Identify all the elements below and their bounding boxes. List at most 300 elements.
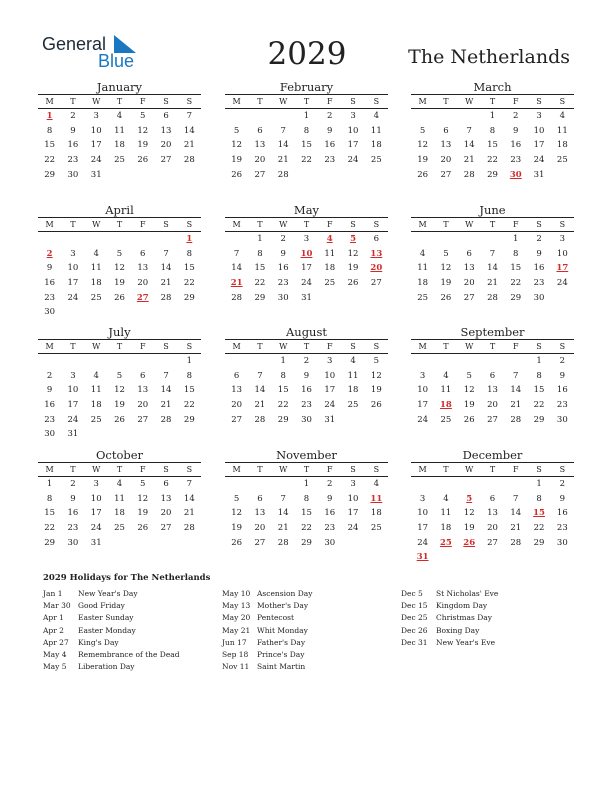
- empty-day-cell: [458, 477, 481, 492]
- holiday-day-cell: 5: [350, 234, 356, 244]
- day-cell: 13: [137, 385, 149, 396]
- day-cell: 19: [347, 263, 359, 274]
- week-row: [38, 276, 201, 291]
- month-february: [225, 80, 388, 182]
- holiday-day-cell: 5: [466, 493, 473, 504]
- day-cell: 25: [347, 400, 359, 411]
- weekday-label: W: [92, 342, 101, 351]
- holiday-date: Jan 1: [43, 589, 63, 598]
- empty-day-cell: [434, 550, 457, 565]
- weekday-header: [225, 340, 388, 354]
- day-cell: 8: [513, 248, 519, 259]
- day-cell: 16: [67, 140, 79, 151]
- day-cell: 23: [533, 278, 545, 289]
- week-row: [38, 398, 201, 413]
- day-cell: 23: [67, 523, 79, 534]
- day-cell: 3: [93, 479, 99, 489]
- holiday-date: Mar 30: [43, 601, 71, 611]
- day-cell: 31: [301, 292, 312, 303]
- day-cell: 13: [160, 125, 172, 136]
- weekday-label: M: [45, 220, 54, 229]
- weekday-label: F: [326, 97, 333, 106]
- day-cell: 6: [443, 125, 449, 136]
- empty-day-cell: [458, 354, 481, 369]
- day-cell: 5: [419, 125, 426, 136]
- week-row: [225, 291, 388, 306]
- holiday-date: May 10: [222, 589, 251, 598]
- weekday-label: S: [536, 342, 542, 351]
- holiday-date: Dec 5: [401, 589, 423, 598]
- holiday-item: [43, 612, 180, 624]
- week-row: [38, 124, 201, 139]
- weekday-label: W: [465, 220, 474, 229]
- day-cell: 27: [231, 414, 243, 425]
- week-row: [411, 492, 574, 507]
- empty-day-cell: [154, 232, 177, 247]
- weekday-label: S: [186, 97, 193, 106]
- week-row: [225, 369, 388, 384]
- day-cell: 13: [231, 385, 243, 396]
- empty-day-cell: [504, 550, 527, 565]
- empty-day-cell: [108, 232, 131, 247]
- weekday-label: M: [45, 465, 54, 474]
- holiday-day-cell: 1: [46, 111, 53, 121]
- empty-day-cell: [154, 354, 177, 369]
- day-cell: 17: [90, 508, 102, 519]
- day-cell: 7: [186, 479, 193, 489]
- holiday-day-cell: 31: [416, 552, 429, 563]
- weekday-header: [411, 463, 574, 477]
- day-cell: 12: [137, 125, 149, 136]
- weekday-label: F: [139, 220, 146, 229]
- weekday-label: S: [186, 342, 193, 351]
- day-cell: 10: [533, 125, 545, 136]
- day-cell: 5: [466, 370, 472, 381]
- empty-day-cell: [61, 232, 84, 247]
- day-cell: 27: [440, 169, 452, 180]
- week-row: [38, 291, 201, 306]
- day-cell: 27: [463, 292, 475, 303]
- day-cell: 13: [254, 508, 266, 519]
- weekday-label: T: [257, 220, 263, 229]
- weekday-label: S: [559, 342, 566, 351]
- day-cell: 30: [44, 429, 56, 440]
- day-cell: 27: [487, 414, 498, 425]
- week-row: [225, 521, 388, 536]
- day-cell: 10: [417, 508, 429, 519]
- day-cell: 19: [114, 278, 125, 289]
- weekday-label: S: [373, 220, 380, 229]
- week-row: [38, 427, 201, 442]
- holiday-name: Ascension Day: [257, 589, 313, 598]
- weekday-label: W: [279, 342, 288, 351]
- day-cell: 31: [324, 414, 336, 425]
- day-cell: 29: [183, 292, 195, 303]
- day-cell: 16: [44, 400, 56, 411]
- day-cell: 21: [277, 155, 289, 166]
- day-cell: 28: [183, 155, 195, 166]
- holiday-name: Easter Monday: [78, 625, 136, 635]
- week-row: [411, 398, 574, 413]
- weekday-label: S: [536, 465, 542, 474]
- day-cell: 9: [280, 248, 286, 259]
- month-title: January: [96, 80, 143, 94]
- weekday-label: S: [186, 220, 193, 229]
- day-cell: 19: [440, 278, 452, 289]
- weekday-label: W: [92, 97, 101, 106]
- weekday-label: W: [465, 465, 474, 474]
- day-cell: 13: [487, 508, 498, 519]
- day-cell: 4: [93, 370, 99, 381]
- weekday-label: M: [418, 465, 427, 474]
- weekday-label: M: [45, 97, 54, 106]
- day-cell: 4: [443, 370, 449, 381]
- day-cell: 17: [417, 400, 429, 411]
- week-row: [38, 536, 201, 551]
- day-cell: 22: [533, 400, 545, 411]
- month-march: [411, 80, 574, 182]
- day-cell: 26: [231, 537, 243, 548]
- empty-day-cell: [131, 232, 154, 247]
- holiday-item: [222, 612, 312, 624]
- holiday-name: Christmas Day: [436, 613, 492, 623]
- holiday-name: King's Day: [78, 637, 119, 647]
- week-row: [225, 398, 388, 413]
- day-cell: 16: [510, 140, 522, 151]
- empty-day-cell: [434, 232, 457, 247]
- day-cell: 29: [44, 537, 56, 548]
- day-cell: 5: [443, 248, 449, 259]
- holiday-name: Saint Martin: [257, 662, 306, 672]
- day-cell: 19: [463, 523, 475, 534]
- day-cell: 15: [533, 385, 545, 396]
- empty-day-cell: [318, 291, 341, 306]
- brand-logo: [42, 34, 142, 74]
- weekday-label: T: [70, 97, 76, 106]
- day-cell: 16: [301, 385, 312, 396]
- holiday-item: [43, 625, 180, 637]
- empty-day-cell: [527, 550, 550, 565]
- weekday-label: S: [350, 342, 356, 351]
- day-cell: 2: [559, 356, 566, 366]
- day-cell: 20: [231, 400, 243, 411]
- weekday-label: T: [116, 465, 123, 474]
- week-row: [225, 261, 388, 276]
- week-row: [38, 153, 201, 168]
- weekday-label: W: [279, 97, 288, 106]
- day-cell: 11: [324, 248, 336, 259]
- day-cell: 10: [67, 263, 79, 274]
- day-cell: 8: [186, 370, 193, 381]
- day-cell: 1: [303, 111, 310, 121]
- day-cell: 12: [463, 508, 475, 519]
- day-cell: 25: [556, 155, 568, 166]
- weekday-label: W: [465, 342, 474, 351]
- day-cell: 3: [70, 370, 76, 381]
- weekday-header: [411, 340, 574, 354]
- day-cell: 26: [347, 278, 359, 289]
- empty-day-cell: [85, 354, 108, 369]
- day-cell: 28: [277, 537, 289, 548]
- month-may: [225, 203, 388, 305]
- week-row: [38, 354, 201, 369]
- day-cell: 26: [417, 169, 429, 180]
- holiday-item: [43, 637, 180, 649]
- day-cell: 31: [90, 537, 102, 548]
- weekday-label: T: [489, 465, 496, 474]
- holiday-date: May 21: [222, 625, 251, 635]
- day-cell: 18: [556, 140, 568, 151]
- week-row: [225, 109, 388, 124]
- day-cell: 24: [90, 155, 102, 166]
- empty-day-cell: [108, 536, 131, 551]
- day-cell: 3: [536, 111, 542, 121]
- day-cell: 18: [440, 523, 452, 534]
- day-cell: 15: [44, 508, 56, 519]
- weekday-label: T: [303, 97, 310, 106]
- holiday-date: Apr 1: [43, 613, 64, 623]
- day-cell: 22: [533, 523, 545, 534]
- holiday-day-cell: 17: [556, 263, 569, 274]
- holiday-item: [222, 625, 312, 637]
- day-cell: 14: [160, 385, 172, 396]
- day-cell: 28: [510, 414, 522, 425]
- weekday-label: W: [279, 465, 288, 474]
- day-cell: 25: [417, 292, 429, 303]
- logo-text-general: General: [42, 34, 107, 54]
- week-row: [225, 247, 388, 262]
- day-cell: 24: [90, 523, 102, 534]
- weekday-label: S: [163, 465, 169, 474]
- month-november: [225, 448, 388, 550]
- day-cell: 23: [556, 400, 568, 411]
- week-row: [225, 506, 388, 521]
- day-cell: 12: [231, 140, 243, 151]
- weekday-label: W: [92, 220, 101, 229]
- day-cell: 18: [347, 385, 359, 396]
- empty-day-cell: [551, 168, 574, 183]
- holiday-item: [222, 588, 312, 600]
- day-cell: 6: [163, 479, 169, 489]
- week-row: [38, 305, 201, 320]
- day-cell: 24: [347, 155, 359, 166]
- empty-day-cell: [551, 291, 574, 306]
- calendar-year: 2029: [267, 36, 347, 72]
- month-title: June: [479, 203, 506, 217]
- day-cell: 9: [559, 370, 566, 381]
- week-row: [411, 124, 574, 139]
- empty-day-cell: [131, 427, 154, 442]
- day-cell: 17: [533, 140, 545, 151]
- day-cell: 16: [556, 508, 568, 519]
- weekday-label: T: [443, 220, 449, 229]
- holiday-date: Apr 2: [43, 625, 64, 635]
- day-cell: 5: [116, 370, 123, 381]
- holiday-name: Remembrance of the Dead: [78, 649, 180, 659]
- month-december: [411, 448, 574, 565]
- empty-day-cell: [411, 232, 434, 247]
- month-title: May: [293, 203, 320, 217]
- month-title: February: [279, 80, 334, 94]
- empty-day-cell: [551, 550, 574, 565]
- week-row: [38, 477, 201, 492]
- holiday-day-cell: 21: [230, 278, 243, 289]
- day-cell: 22: [254, 278, 266, 289]
- day-cell: 16: [556, 385, 568, 396]
- holiday-date: May 5: [43, 662, 67, 672]
- day-cell: 18: [417, 278, 429, 289]
- day-cell: 8: [536, 370, 542, 381]
- empty-day-cell: [108, 305, 131, 320]
- day-cell: 9: [536, 248, 542, 259]
- day-cell: 22: [183, 278, 195, 289]
- day-cell: 2: [280, 234, 286, 244]
- day-cell: 30: [324, 537, 336, 548]
- empty-day-cell: [131, 354, 154, 369]
- holiday-day-cell: 4: [326, 234, 333, 244]
- empty-day-cell: [131, 536, 154, 551]
- empty-day-cell: [225, 109, 248, 124]
- weekday-label: T: [257, 342, 263, 351]
- day-cell: 20: [160, 140, 172, 151]
- day-cell: 8: [536, 493, 542, 504]
- day-cell: 11: [417, 263, 429, 274]
- week-row: [411, 109, 574, 124]
- week-row: [411, 383, 574, 398]
- holiday-item: [43, 649, 180, 661]
- empty-day-cell: [225, 477, 248, 492]
- day-cell: 22: [487, 155, 498, 166]
- day-cell: 26: [137, 155, 149, 166]
- day-cell: 29: [533, 537, 545, 548]
- day-cell: 22: [301, 523, 312, 534]
- week-row: [411, 153, 574, 168]
- holiday-name: New Year's Day: [78, 589, 138, 598]
- empty-day-cell: [365, 536, 388, 551]
- weekday-label: W: [279, 220, 288, 229]
- day-cell: 12: [347, 248, 359, 259]
- weekday-label: S: [350, 97, 356, 106]
- day-cell: 6: [489, 370, 496, 381]
- day-cell: 24: [533, 155, 545, 166]
- holiday-item: [401, 612, 498, 624]
- day-cell: 28: [231, 292, 243, 303]
- day-cell: 7: [186, 111, 193, 121]
- day-cell: 7: [466, 125, 472, 136]
- day-cell: 5: [233, 493, 240, 504]
- day-cell: 22: [183, 400, 195, 411]
- weekday-label: F: [326, 220, 333, 229]
- empty-day-cell: [248, 109, 271, 124]
- week-row: [38, 168, 201, 183]
- holiday-item: [43, 600, 180, 612]
- holiday-date: May 4: [43, 649, 67, 659]
- day-cell: 2: [46, 370, 53, 381]
- empty-day-cell: [481, 550, 504, 565]
- weekday-header: [38, 218, 201, 232]
- week-row: [411, 521, 574, 536]
- holiday-name: Whit Monday: [257, 625, 308, 635]
- empty-day-cell: [178, 536, 201, 551]
- empty-day-cell: [504, 477, 527, 492]
- day-cell: 21: [277, 523, 289, 534]
- day-cell: 30: [301, 414, 312, 425]
- holiday-day-cell: 25: [440, 537, 452, 548]
- day-cell: 6: [466, 248, 472, 259]
- holiday-day-cell: 30: [509, 169, 522, 180]
- empty-day-cell: [411, 354, 434, 369]
- day-cell: 21: [487, 278, 498, 289]
- day-cell: 11: [370, 125, 382, 136]
- weekday-label: W: [92, 465, 101, 474]
- week-row: [411, 354, 574, 369]
- day-cell: 29: [277, 414, 289, 425]
- day-cell: 18: [114, 508, 125, 519]
- month-april: [38, 203, 201, 320]
- holiday-column: [401, 588, 498, 649]
- empty-day-cell: [225, 354, 248, 369]
- day-cell: 21: [160, 400, 172, 411]
- day-cell: 23: [324, 523, 336, 534]
- day-cell: 2: [70, 479, 76, 489]
- day-cell: 1: [46, 479, 53, 489]
- day-cell: 17: [347, 508, 359, 519]
- empty-day-cell: [108, 354, 131, 369]
- day-cell: 1: [280, 356, 286, 366]
- month-title: December: [462, 448, 523, 462]
- week-row: [411, 232, 574, 247]
- empty-day-cell: [504, 354, 527, 369]
- weekday-header: [225, 218, 388, 232]
- week-row: [411, 247, 574, 262]
- day-cell: 20: [440, 155, 452, 166]
- weekday-label: T: [70, 465, 76, 474]
- week-row: [225, 413, 388, 428]
- day-cell: 15: [183, 385, 195, 396]
- day-cell: 12: [231, 508, 243, 519]
- day-cell: 9: [513, 125, 519, 136]
- day-cell: 25: [90, 292, 102, 303]
- weekday-label: S: [559, 465, 566, 474]
- holiday-item: [43, 661, 180, 673]
- day-cell: 8: [46, 493, 53, 504]
- day-cell: 31: [67, 429, 79, 440]
- holiday-item: [222, 649, 312, 661]
- week-row: [38, 261, 201, 276]
- week-row: [38, 232, 201, 247]
- week-row: [38, 138, 201, 153]
- holiday-name: Father's Day: [257, 637, 306, 647]
- week-row: [225, 383, 388, 398]
- day-cell: 24: [347, 523, 359, 534]
- day-cell: 14: [510, 385, 522, 396]
- day-cell: 14: [160, 263, 172, 274]
- day-cell: 2: [327, 479, 333, 489]
- day-cell: 23: [324, 155, 336, 166]
- day-cell: 17: [301, 263, 312, 274]
- day-cell: 19: [370, 385, 382, 396]
- day-cell: 28: [160, 292, 172, 303]
- empty-day-cell: [154, 536, 177, 551]
- day-cell: 7: [257, 370, 263, 381]
- empty-day-cell: [272, 477, 295, 492]
- day-cell: 25: [370, 155, 382, 166]
- day-cell: 11: [440, 508, 452, 519]
- day-cell: 13: [463, 263, 475, 274]
- day-cell: 5: [373, 356, 380, 366]
- day-cell: 29: [183, 414, 195, 425]
- weekday-label: S: [373, 342, 380, 351]
